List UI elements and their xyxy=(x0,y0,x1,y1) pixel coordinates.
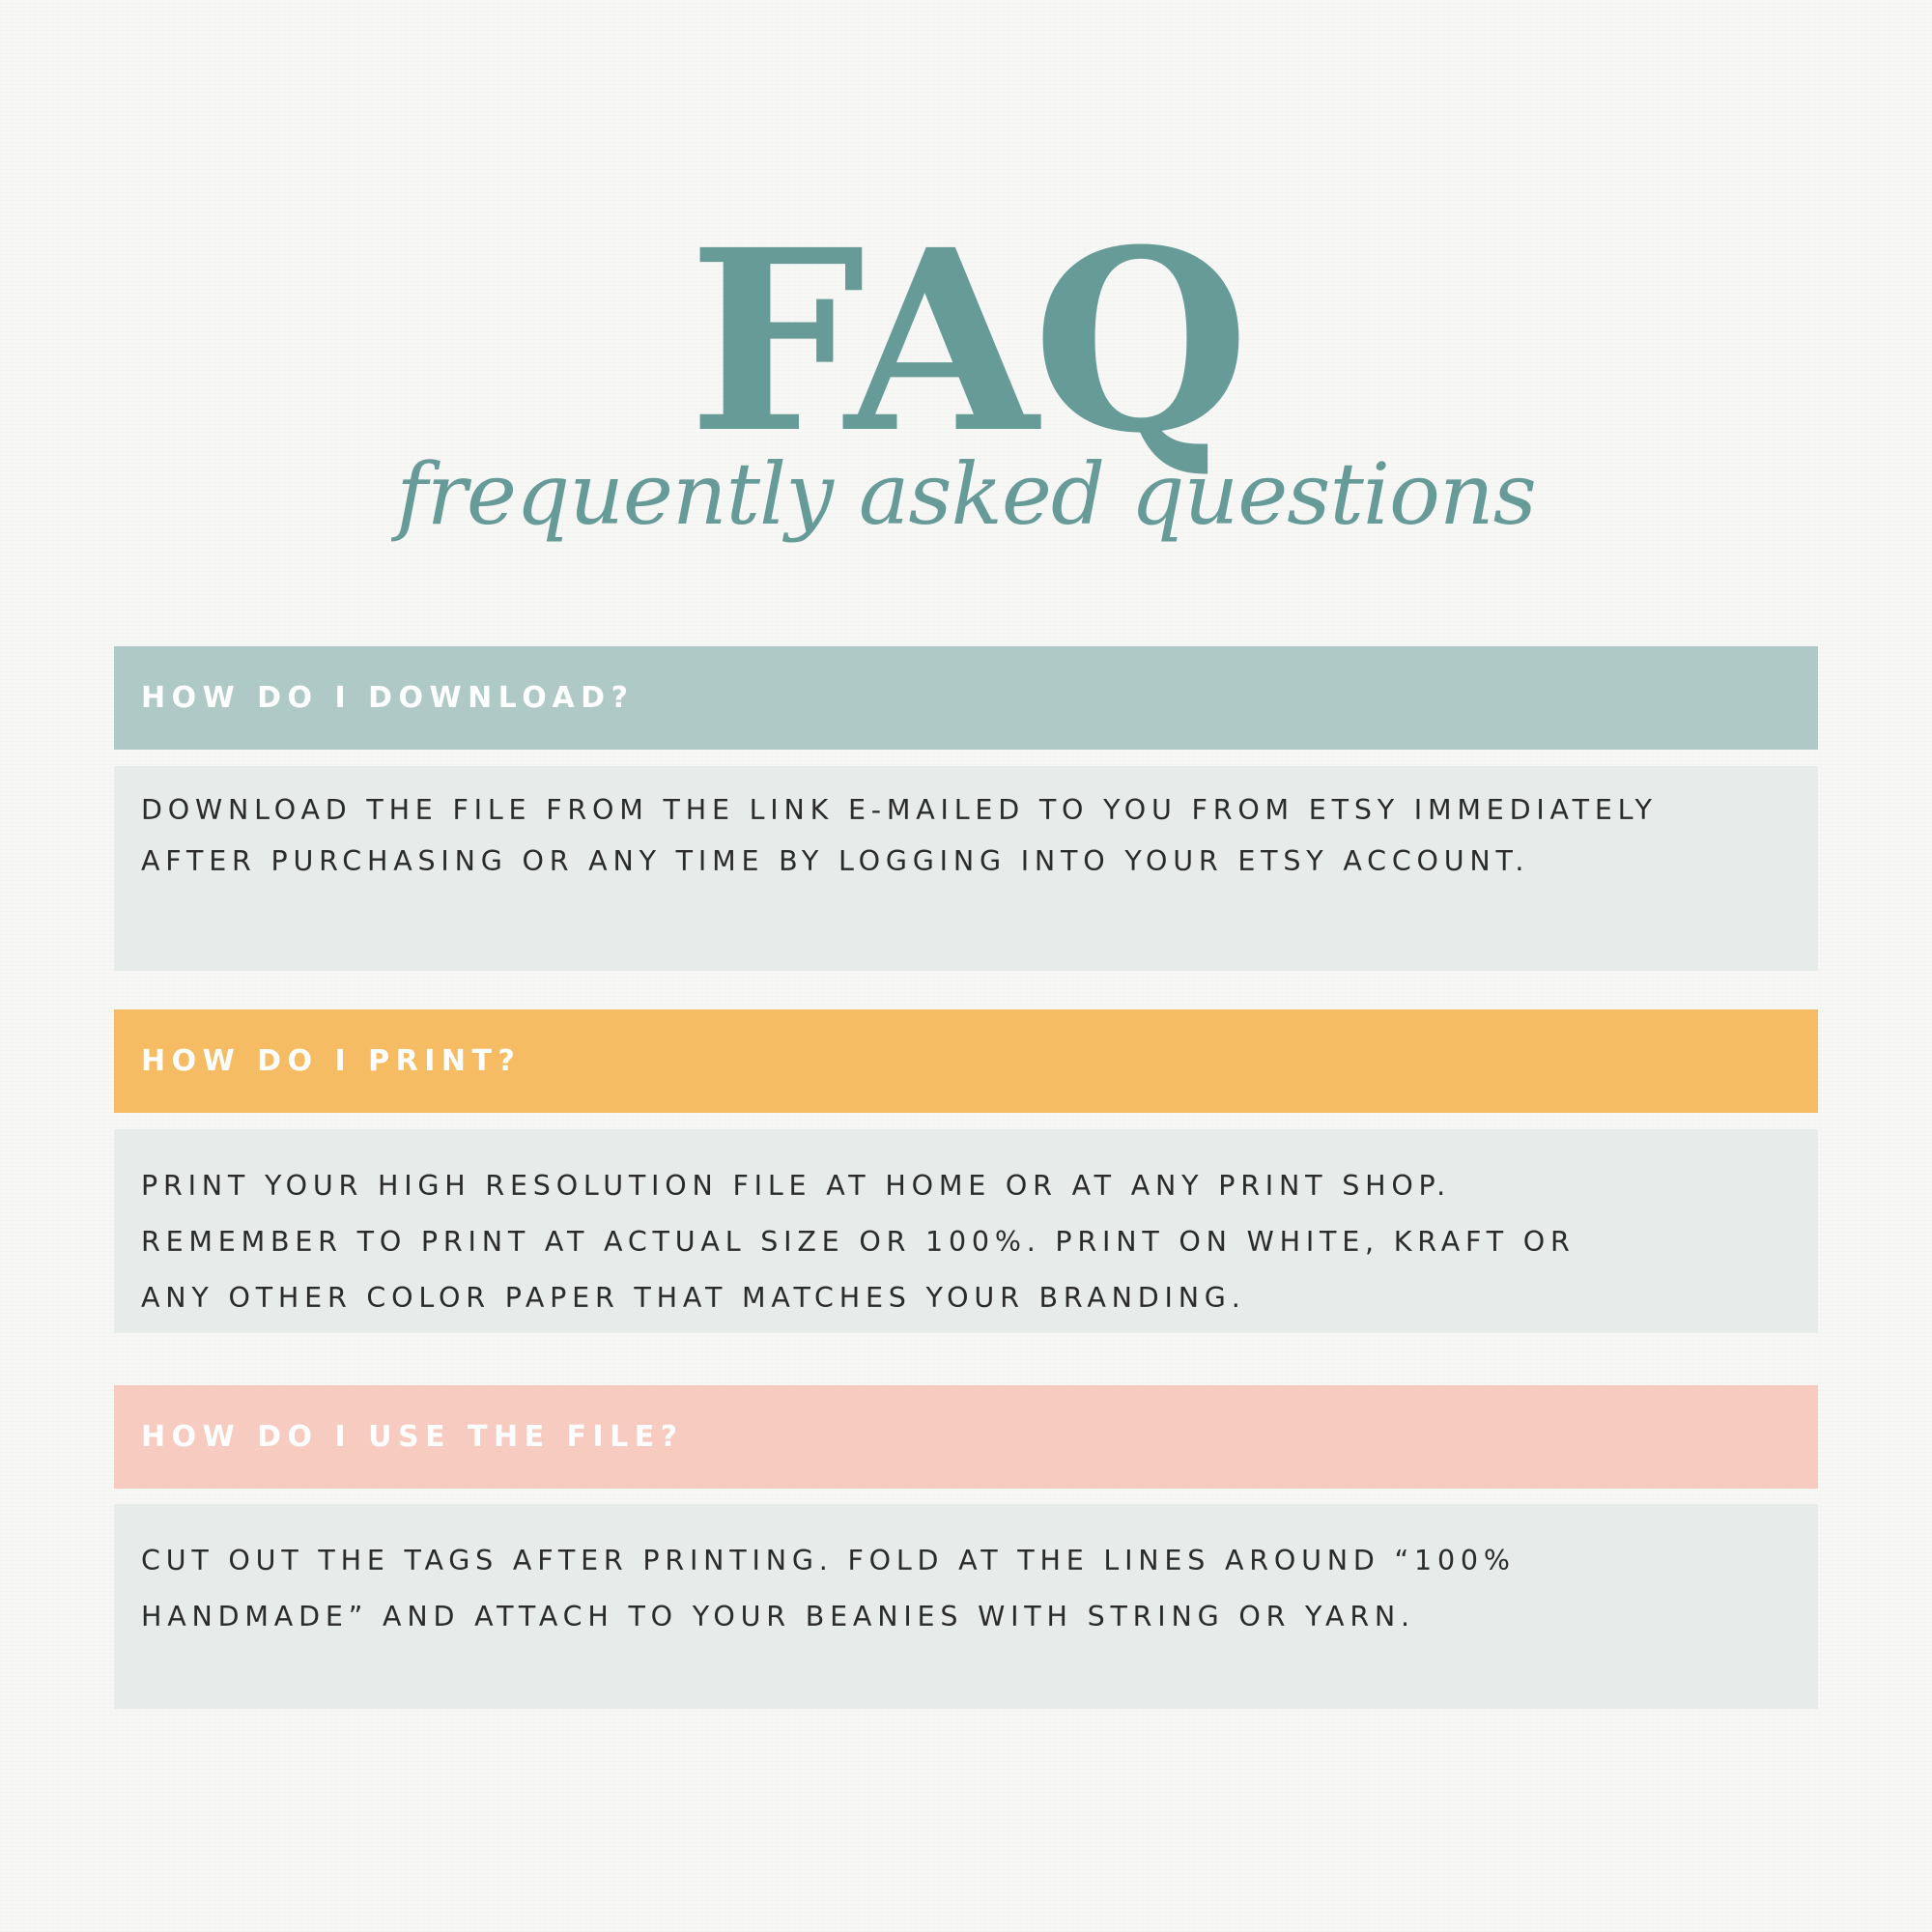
faq-answer-text: CUT OUT THE TAGS AFTER PRINTING. FOLD AT THE LINES AROUND “100% HANDMADE” AND ATTACH TO YOUR BEANIES WITH STRING OR YARN. xyxy=(141,1545,1516,1633)
page-title: FAQ xyxy=(688,195,1244,488)
faq-question-label: HOW DO I DOWNLOAD? xyxy=(141,681,635,715)
faq-question-print xyxy=(114,1009,1818,1113)
faq-answer-use-file xyxy=(114,1504,1818,1709)
faq-answer-text: DOWNLOAD THE FILE FROM THE LINK E-MAILED TO YOU FROM ETSY IMMEDIATELY AFTER PURCHASING OR ANY TIME BY LOGGING INTO YOUR ETSY ACCOUNT. xyxy=(141,794,1658,877)
faq-answer-print xyxy=(114,1129,1818,1333)
faq-question-download xyxy=(114,646,1818,750)
faq-answer-download xyxy=(114,766,1818,971)
page-subtitle: frequently asked questions xyxy=(396,444,1536,544)
faq-question-use-file xyxy=(114,1385,1818,1489)
faq-question-label: HOW DO I PRINT? xyxy=(141,1044,522,1078)
faq-question-label: HOW DO I USE THE FILE? xyxy=(141,1420,684,1454)
faq-answer-text: PRINT YOUR HIGH RESOLUTION FILE AT HOME OR AT ANY PRINT SHOP. REMEMBER TO PRINT AT ACTUAL SIZE OR 100%. PRINT ON WHITE, KRAFT OR ANY OTHER COLOR PAPER THAT MATCHES YOUR BRANDING. xyxy=(141,1170,1576,1314)
